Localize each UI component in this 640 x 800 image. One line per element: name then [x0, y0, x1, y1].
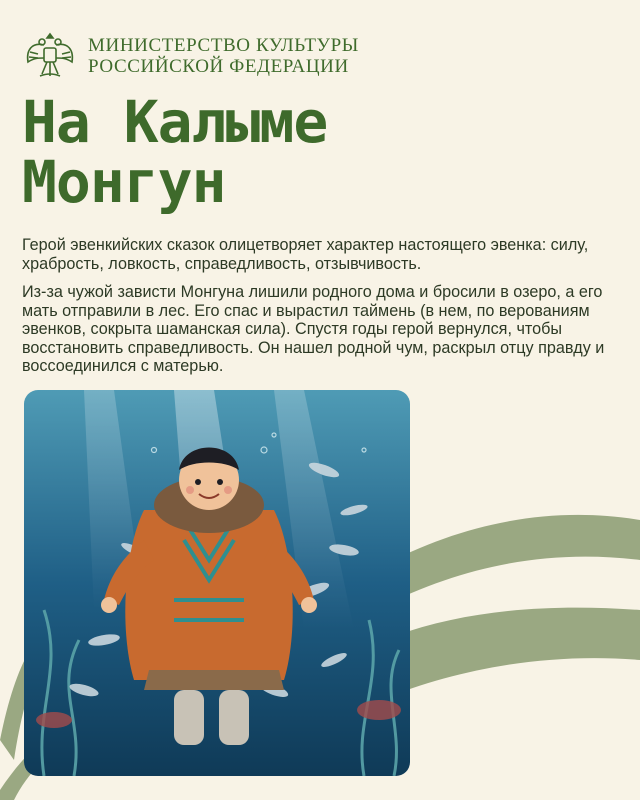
paragraph-story: Из-за чужой зависти Монгуна лишили родного дома и бросили в озеро, а его мать отправили в лес. Его спас и вырастил таймень (в нем, по верованиям эвенков, сокрыта шаманская сила). Спустя годы герой вернулся, чтобы восстановить справедливость. Он нашел родной чум, раскрыл отцу правду и воссоединился с матерью. [22, 283, 605, 375]
page-title [22, 88, 328, 216]
ministry-line-1: МИНИСТЕРСТВО КУЛЬТУРЫ [88, 35, 359, 56]
underwater-hero-picture [24, 390, 410, 776]
double-headed-eagle-icon [22, 28, 78, 84]
paragraph-intro: Герой эвенкийских сказок олицетворяет характер настоящего эвенка: силу, храбрость, ловкость, справедливость, отзывчивость. [22, 236, 589, 273]
ministry-header [22, 28, 359, 84]
ministry-line-2: РОССИЙСКОЙ ФЕДЕРАЦИИ [88, 56, 349, 77]
story-text [22, 236, 622, 386]
title-line-2: Монгун [22, 148, 226, 216]
title-line-1: На Калыме [22, 88, 328, 156]
mongun-illustration [24, 390, 410, 776]
ministry-name [88, 35, 359, 77]
